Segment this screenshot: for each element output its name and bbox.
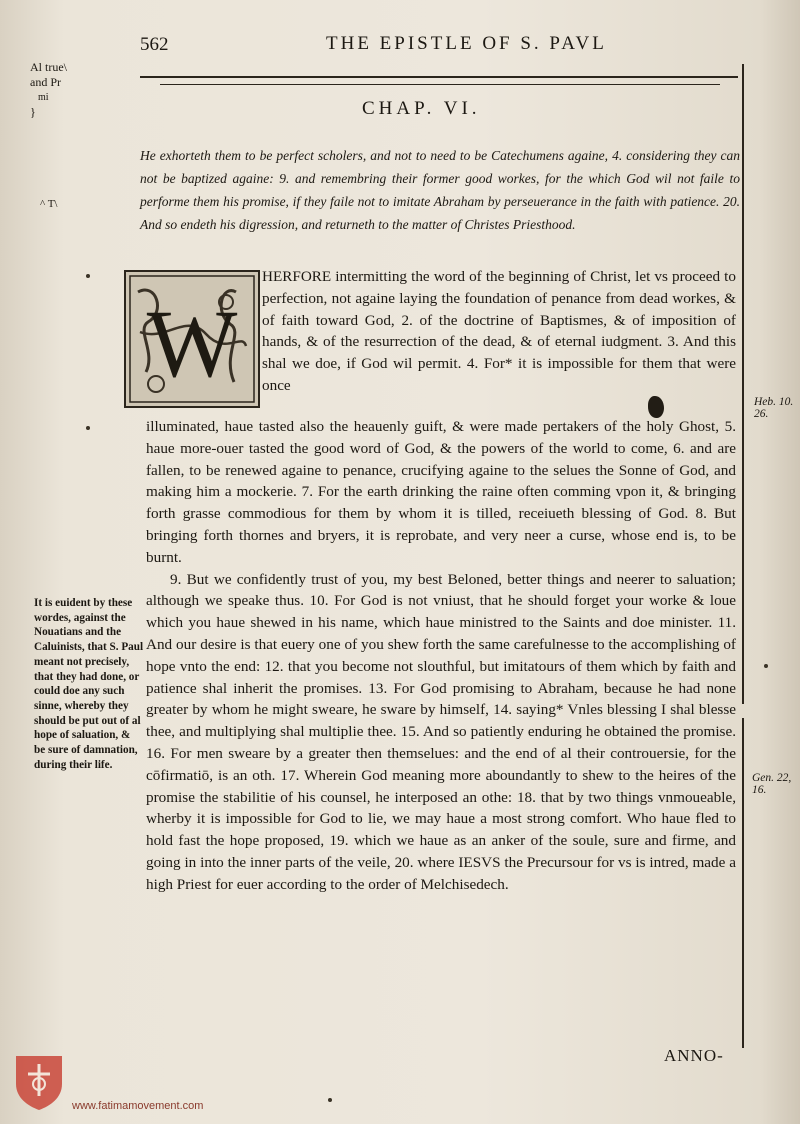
opening-paragraph — [262, 266, 736, 397]
right-column-rule-lower — [742, 718, 744, 1048]
top-left-note — [30, 60, 100, 120]
catchword: ANNO- — [664, 1046, 724, 1065]
margin-ref-heb: Heb. 10. 26. — [754, 396, 794, 420]
footer-url[interactable]: www.fatimamovement.com — [72, 1100, 204, 1112]
top-left-note-line: } — [30, 105, 36, 119]
body-text — [146, 416, 736, 896]
drop-cap-initial — [124, 270, 260, 408]
margin-ref-gen: Gen. 22, 16. — [752, 772, 792, 796]
chapter-summary — [140, 144, 740, 236]
running-head: THE EPISTLE OF S. PAVL — [326, 33, 607, 54]
ink-blot — [648, 396, 664, 418]
body-paragraph: illuminated, haue tasted also the heauenly guift, & were made pertakers of the holy Ghost, 5. haue more-ouer tasted the good word of God, & the powers of the world to come, 6. and are fallen, to be renewed againe to penance, crucifying againe to the selues the Sonne of God, and making him a mockerie. 7. For the earth drinking the raine often comming vpon it, & bringing forth grasse commodious for them by whom it is tilled, receiueth blessing of God. 8. But bringing forth thornes and bryers, it is reprobate, and very neer a curse, whose end is, to be burnt. — [146, 418, 736, 566]
top-left-note-line: and Pr — [30, 75, 61, 89]
opening-text: HERFORE intermitting the word of the beginning of Christ, let vs proceed to perfection, not againe laying the foundation of penance from dead workes, & of faith toward God, 2. of the doctrine of Baptismes, & of imposition of hands, & of the resurrection of the dead, & of eternal iudgment. 3. And this shal we doe, if God wil permit. 4. For* it is impossible for them that were once — [262, 268, 736, 394]
page-number: 562 — [140, 34, 169, 55]
right-column-rule — [742, 64, 744, 704]
margin-dot — [764, 664, 768, 668]
ornament-icon — [126, 272, 258, 406]
drop-cap-letter: W — [146, 290, 238, 397]
header-rule-thin — [160, 84, 720, 85]
header-rule — [140, 76, 738, 78]
top-left-note-line: Al true\ — [30, 60, 67, 74]
body-paragraph: 9. But we confidently trust of you, my best Beloned, better things and neerer to saluation; although we speake thus. 10. For God is not vniust, that he should forget your worke & loue which you haue shewed in his name, which haue ministred to the Saints and doe minister. 11. And our desire is that euery one of you shew forth the same carefulnesse to the accomplishing of hope vnto the end: 12. that you become not slouthful, but imitatours of them which by faith and patience shal inherit the promises. 13. For God promising to Abraham, because he had none greater by whom he might sweare, he sware by himself, 14. saying* Vnles blessing I shal blesse thee, and multiplying shal multiplie thee. 15. And so patiently enduring he obtained the promise. 16. For men sweare by a greater then themselues: and the end of al their controuersie, for the cōfirmatiō, is an oth. 17. Wherein God meaning more aboundantly to shew to the heires of the promise the stabilitie of his counsel, he interposed an othe: 18. that by two things vnmoueable, wherby it is impossible for God to lie, we may haue a most strong comfort. Who haue fled to hold fast the hope proposed, 19. which we haue as an anker of the soule, sure and firme, and going in into the inner parts of the veile, 20. where IESVS the Precursour for vs is intred, made a high Priest for euer according to the order of Melchisedech. — [146, 570, 736, 893]
left-margin-note: It is euident by these wordes, against the Nouatians and the Caluinists, that S. Paul meant not precisely, that they had done, or could doe any such sinne, whereby they should be put out of al hope of saluation, & be sure of damnation, during their life. — [34, 597, 144, 771]
chapter-heading: CHAP. VI. — [362, 98, 481, 119]
margin-dot — [328, 1098, 332, 1102]
shield-logo-icon — [12, 1052, 66, 1112]
margin-dot — [86, 274, 90, 278]
margin-dot — [86, 426, 90, 430]
top-left-note-line: mi — [38, 92, 49, 103]
top-left-mark: ^ T\ — [40, 198, 58, 210]
summary-text: He exhorteth them to be perfect scholers, and not to need to be Catechumens againe, 4. considering they can not be baptized againe: 9. and remembring their former good workes, for the which God wil not faile to performe them his promise, if they faile not to imitate Abraham by perseuerance in the faith with patience. 20. And so endeth his digression, and returneth to the matter of Christes Priesthood. — [140, 148, 740, 232]
